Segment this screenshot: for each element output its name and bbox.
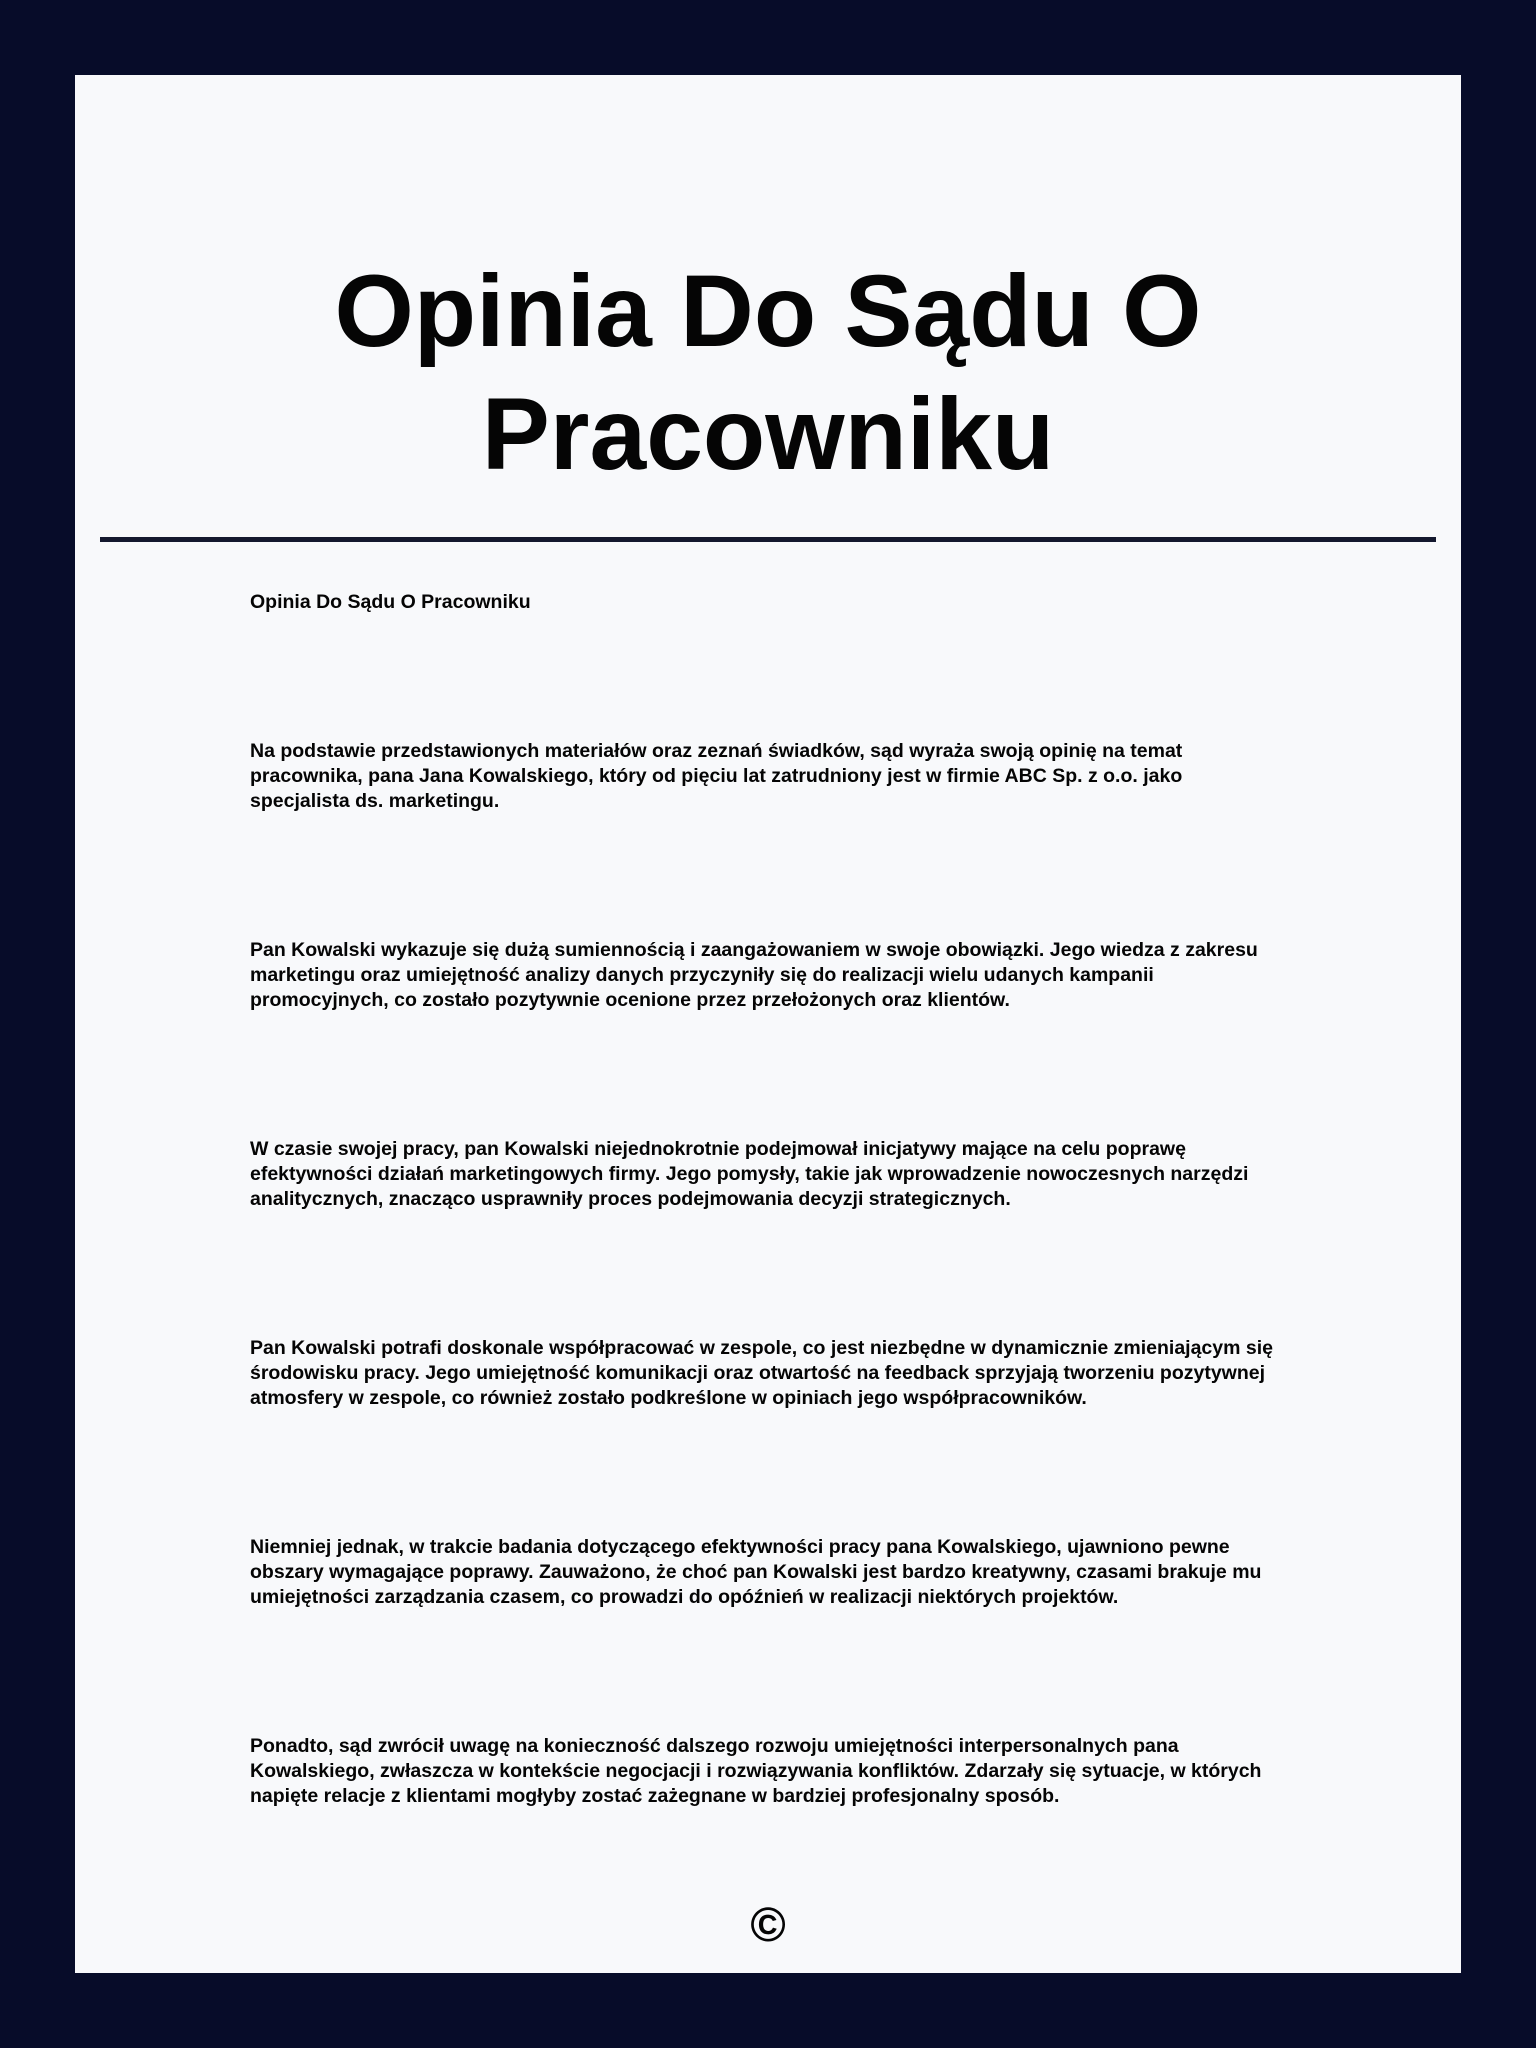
title-divider <box>100 537 1436 542</box>
paragraph-6: Ponadto, sąd zwrócił uwagę na konieczność dalszego rozwoju umiejętności interpersonalnych pana Kowalskiego, zwłaszcza w kontekście negocjacji i rozwiązywania konfliktów. Zdarzały się sytuacje, w których napięte relacje z klientami mogłyby zostać zażegnane w bardziej profesjonalny sposób. <box>250 1735 1262 1807</box>
paragraph-4: Pan Kowalski potrafi doskonale współpracować w zespole, co jest niezbędne w dynamicznie zmieniającym się środowisku pracy. Jego umiejętność komunikacji oraz otwartość na feedback sprzyjają tworzeniu pozytywnej atmosfery w zespole, co również zostało podkreślone w opiniach jego współpracowników. <box>250 1337 1273 1409</box>
paragraph-2: Pan Kowalski wykazuje się dużą sumiennością i zaangażowaniem w swoje obowiązki. Jego wiedza z zakresu marketingu oraz umiejętność analizy danych przyczyniły się do realizacji wielu udanych kampanii promocyjnych, co zostało pozytywnie ocenione przez przełożonych oraz klientów. <box>250 939 1258 1011</box>
document-body <box>250 590 1280 1809</box>
copyright-icon: © <box>750 1899 786 1952</box>
page-title: Opinia Do Sądu O Pracowniku <box>334 254 1202 491</box>
paragraph-1: Na podstawie przedstawionych materiałów oraz zeznań świadków, sąd wyraża swoją opinię na temat pracownika, pana Jana Kowalskiego, który od pięciu lat zatrudniony jest w firmie ABC Sp. z o.o. jako specjalista ds. marketingu. <box>250 740 1183 812</box>
document-page <box>75 75 1461 1973</box>
document-subtitle: Opinia Do Sądu O Pracowniku <box>250 591 531 613</box>
paragraph-3: W czasie swojej pracy, pan Kowalski niejednokrotnie podejmował inicjatywy mające na celu poprawę efektywności działań marketingowych firmy. Jego pomysły, takie jak wprowadzenie nowoczesnych narzędzi analitycznych, znacząco usprawniły proces podejmowania decyzji strategicznych. <box>250 1138 1249 1210</box>
paragraph-5: Niemniej jednak, w trakcie badania dotyczącego efektywności pracy pana Kowalskiego, ujawniono pewne obszary wymagające poprawy. Zauważono, że choć pan Kowalski jest bardzo kreatywny, czasami brakuje mu umiejętności zarządzania czasem, co prowadzi do opóźnień w realizacji niektórych projektów. <box>250 1536 1262 1608</box>
